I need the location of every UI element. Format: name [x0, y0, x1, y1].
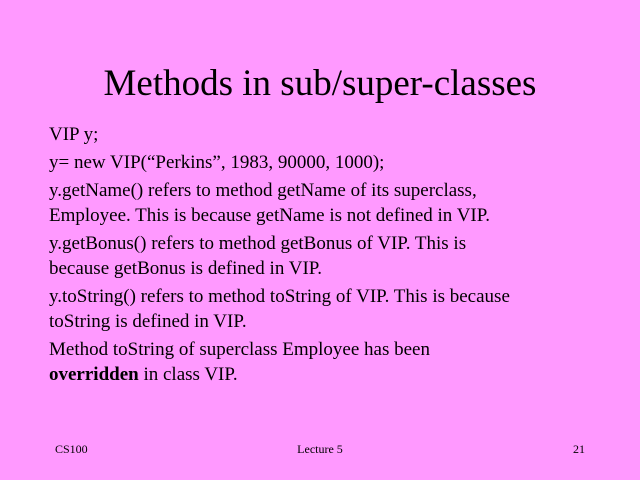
body-text-continuation	[49, 362, 634, 387]
footer-page-number: 21	[573, 442, 585, 456]
body-line-tostring	[49, 284, 634, 334]
slide-body	[49, 122, 634, 390]
body-text: in class VIP.	[138, 364, 238, 385]
body-line-getbonus	[49, 231, 634, 281]
body-line-getname	[49, 178, 634, 228]
emphasis-text: overridden	[49, 364, 139, 385]
body-text-continuation: toString is defined in VIP.	[49, 311, 247, 332]
body-text: y.getBonus() refers to method getBonus of VIP. This is	[49, 233, 467, 254]
footer-lecture: Lecture 5	[297, 442, 343, 456]
body-line-declaration	[49, 122, 634, 147]
body-text: y= new VIP(“Perkins”, 1983, 90000, 1000);	[49, 152, 385, 173]
footer-course: CS100	[55, 442, 88, 456]
body-text-continuation: Employee. This is because getName is not defined in VIP.	[49, 205, 490, 226]
body-text: Method toString of superclass Employee has been	[49, 339, 430, 360]
body-text: VIP y;	[49, 124, 99, 145]
slide-title: Methods in sub/super-classes	[103, 63, 537, 104]
body-line-overridden	[49, 337, 634, 387]
body-text: y.getName() refers to method getName of its superclass,	[49, 180, 477, 201]
body-line-construction	[49, 150, 634, 175]
body-text-continuation: because getBonus is defined in VIP.	[49, 258, 322, 279]
body-text: y.toString() refers to method toString of VIP. This is because	[49, 286, 510, 307]
